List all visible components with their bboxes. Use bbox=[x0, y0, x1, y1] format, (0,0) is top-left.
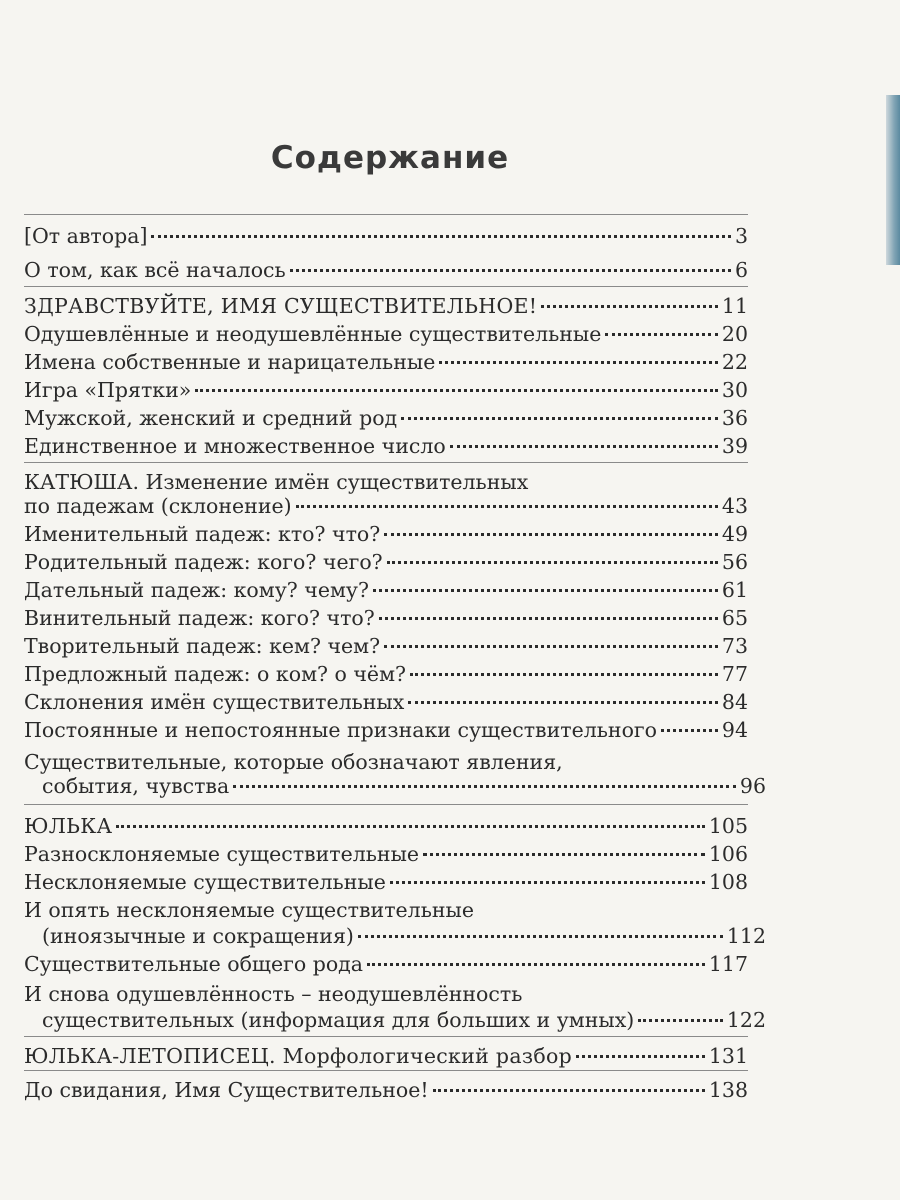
dot-leader bbox=[373, 589, 718, 592]
toc-entry-label: Имена собственные и нарицательные bbox=[24, 350, 436, 374]
toc-entry[interactable] bbox=[24, 922, 766, 950]
dot-leader bbox=[384, 533, 718, 536]
dot-leader bbox=[576, 1055, 705, 1058]
toc-entry[interactable] bbox=[24, 772, 766, 800]
toc-entry-label: Склонения имён существительных bbox=[24, 690, 405, 714]
toc-entry-label: Предложный падеж: о ком? о чём? bbox=[24, 662, 407, 686]
divider bbox=[24, 214, 748, 215]
toc-entry[interactable] bbox=[24, 1076, 748, 1104]
toc-entry-label: О том, как всё началось bbox=[24, 258, 286, 282]
toc-entry-label: Игра «Прятки» bbox=[24, 378, 192, 402]
toc-entry-page: 131 bbox=[708, 1044, 748, 1068]
dot-leader bbox=[151, 235, 731, 238]
toc-entry[interactable] bbox=[24, 688, 748, 716]
toc-entry[interactable] bbox=[24, 520, 748, 548]
toc-entry[interactable] bbox=[24, 1042, 748, 1070]
toc-entry[interactable] bbox=[24, 222, 748, 250]
toc-entry-first-line: И снова одушевлённость – неодушевлённость bbox=[24, 982, 523, 1006]
divider bbox=[24, 462, 748, 463]
page-edge-strip bbox=[886, 95, 900, 265]
dot-leader bbox=[358, 935, 723, 938]
divider bbox=[24, 804, 748, 805]
toc-entry-page: 22 bbox=[721, 350, 748, 374]
toc-entry-page: 105 bbox=[708, 814, 748, 838]
toc-entry-label: [От автора] bbox=[24, 224, 148, 248]
toc-entry-page: 65 bbox=[721, 606, 748, 630]
toc-entry-label: До свидания, Имя Существительное! bbox=[24, 1078, 429, 1102]
toc-entry-label: Винительный падеж: кого? что? bbox=[24, 606, 375, 630]
toc-entry-label: события, чувства bbox=[42, 774, 230, 798]
toc-entry[interactable] bbox=[24, 404, 748, 432]
toc-entry-page: 43 bbox=[721, 494, 748, 518]
dot-leader bbox=[423, 853, 705, 856]
toc-entry[interactable] bbox=[24, 1006, 766, 1034]
toc-entry-page: 49 bbox=[721, 522, 748, 546]
toc-entry-label: Творительный падеж: кем? чем? bbox=[24, 634, 381, 658]
toc-entry[interactable] bbox=[24, 292, 748, 320]
dot-leader bbox=[116, 825, 705, 828]
dot-leader bbox=[296, 505, 718, 508]
toc-entry-page: 6 bbox=[734, 258, 748, 282]
dot-leader bbox=[387, 561, 718, 564]
divider bbox=[24, 1036, 748, 1037]
divider bbox=[24, 1070, 748, 1071]
dot-leader bbox=[605, 333, 718, 336]
toc-entry[interactable] bbox=[24, 632, 748, 660]
toc-entry[interactable] bbox=[24, 950, 748, 978]
toc-entry-label: Родительный падеж: кого? чего? bbox=[24, 550, 383, 574]
dot-leader bbox=[233, 785, 736, 788]
toc-entry[interactable] bbox=[24, 716, 748, 744]
toc-entry-label: Именительный падеж: кто? что? bbox=[24, 522, 381, 546]
toc-entry-page: 39 bbox=[721, 434, 748, 458]
toc-entry-page: 77 bbox=[721, 662, 748, 686]
toc-entry-label: Дательный падеж: кому? чему? bbox=[24, 578, 369, 602]
toc-entry-page: 30 bbox=[721, 378, 748, 402]
toc-entry-label: ЮЛЬКА-ЛЕТОПИСЕЦ. Морфологический разбор bbox=[24, 1044, 573, 1068]
toc-entry[interactable] bbox=[24, 548, 748, 576]
toc-entry-label: ЮЛЬКА bbox=[24, 814, 113, 838]
toc-entry[interactable] bbox=[24, 812, 748, 840]
toc-entry-page: 122 bbox=[726, 1008, 766, 1032]
toc-entry-page: 117 bbox=[708, 952, 748, 976]
toc-entry[interactable] bbox=[24, 348, 748, 376]
toc-entry-label: по падежам (склонение) bbox=[24, 494, 292, 518]
toc-entry[interactable] bbox=[24, 256, 748, 284]
toc-entry-page: 106 bbox=[708, 842, 748, 866]
toc-entry[interactable] bbox=[24, 320, 748, 348]
toc-entry[interactable] bbox=[24, 660, 748, 688]
dot-leader bbox=[290, 269, 731, 272]
toc-entry-page: 138 bbox=[708, 1078, 748, 1102]
toc-entry-page: 20 bbox=[721, 322, 748, 346]
toc-entry-label: Мужской, женский и средний род bbox=[24, 406, 398, 430]
dot-leader bbox=[408, 701, 718, 704]
toc-entry[interactable] bbox=[24, 576, 748, 604]
divider bbox=[24, 286, 748, 287]
toc-entry[interactable] bbox=[24, 432, 748, 460]
dot-leader bbox=[384, 645, 718, 648]
dot-leader bbox=[379, 617, 718, 620]
toc-entry-label: ЗДРАВСТВУЙТЕ, ИМЯ СУЩЕСТВИТЕЛЬНОЕ! bbox=[24, 294, 538, 318]
toc-entry-label: Несклоняемые существительные bbox=[24, 870, 386, 894]
toc-entry-label: существительных (информация для больших и умных) bbox=[42, 1008, 635, 1032]
toc-entry-page: 61 bbox=[721, 578, 748, 602]
toc-entry-page: 3 bbox=[734, 224, 748, 248]
toc-entry[interactable] bbox=[24, 868, 748, 896]
dot-leader bbox=[195, 389, 718, 392]
toc-entry-label: Постоянные и непостоянные признаки существительного bbox=[24, 718, 657, 742]
toc-entry-page: 11 bbox=[721, 294, 748, 318]
toc-entry-page: 36 bbox=[721, 406, 748, 430]
dot-leader bbox=[439, 361, 718, 364]
page-title: Содержание bbox=[270, 140, 510, 176]
toc-entry-page: 94 bbox=[721, 718, 748, 742]
dot-leader bbox=[390, 881, 705, 884]
dot-leader bbox=[433, 1089, 705, 1092]
toc-entry-label: Разносклоняемые существительные bbox=[24, 842, 420, 866]
toc-entry-page: 108 bbox=[708, 870, 748, 894]
toc-entry-page: 96 bbox=[739, 774, 766, 798]
dot-leader bbox=[661, 729, 718, 732]
toc-entry-first-line: И опять несклоняемые существительные bbox=[24, 898, 474, 922]
toc-entry[interactable] bbox=[24, 604, 748, 632]
toc-entry[interactable] bbox=[24, 840, 748, 868]
toc-entry[interactable] bbox=[24, 376, 748, 404]
dot-leader bbox=[401, 417, 718, 420]
dot-leader bbox=[638, 1019, 723, 1022]
toc-entry-first-line: КАТЮША. Изменение имён существительных bbox=[24, 470, 529, 494]
toc-entry-first-line: Существительные, которые обозначают явления, bbox=[24, 750, 563, 774]
toc-entry-page: 56 bbox=[721, 550, 748, 574]
dot-leader bbox=[450, 445, 718, 448]
toc-entry-label: Единственное и множественное число bbox=[24, 434, 446, 458]
toc-entry-label: Существительные общего рода bbox=[24, 952, 364, 976]
toc-entry-page: 112 bbox=[726, 924, 766, 948]
toc-entry-label: Одушевлённые и неодушевлённые существительные bbox=[24, 322, 602, 346]
dot-leader bbox=[541, 305, 718, 308]
toc-entry-page: 84 bbox=[721, 690, 748, 714]
toc-entry-label: (иноязычные и сокращения) bbox=[42, 924, 354, 948]
toc-entry-page: 73 bbox=[721, 634, 748, 658]
toc-entry[interactable] bbox=[24, 492, 748, 520]
dot-leader bbox=[410, 673, 718, 676]
dot-leader bbox=[367, 963, 705, 966]
